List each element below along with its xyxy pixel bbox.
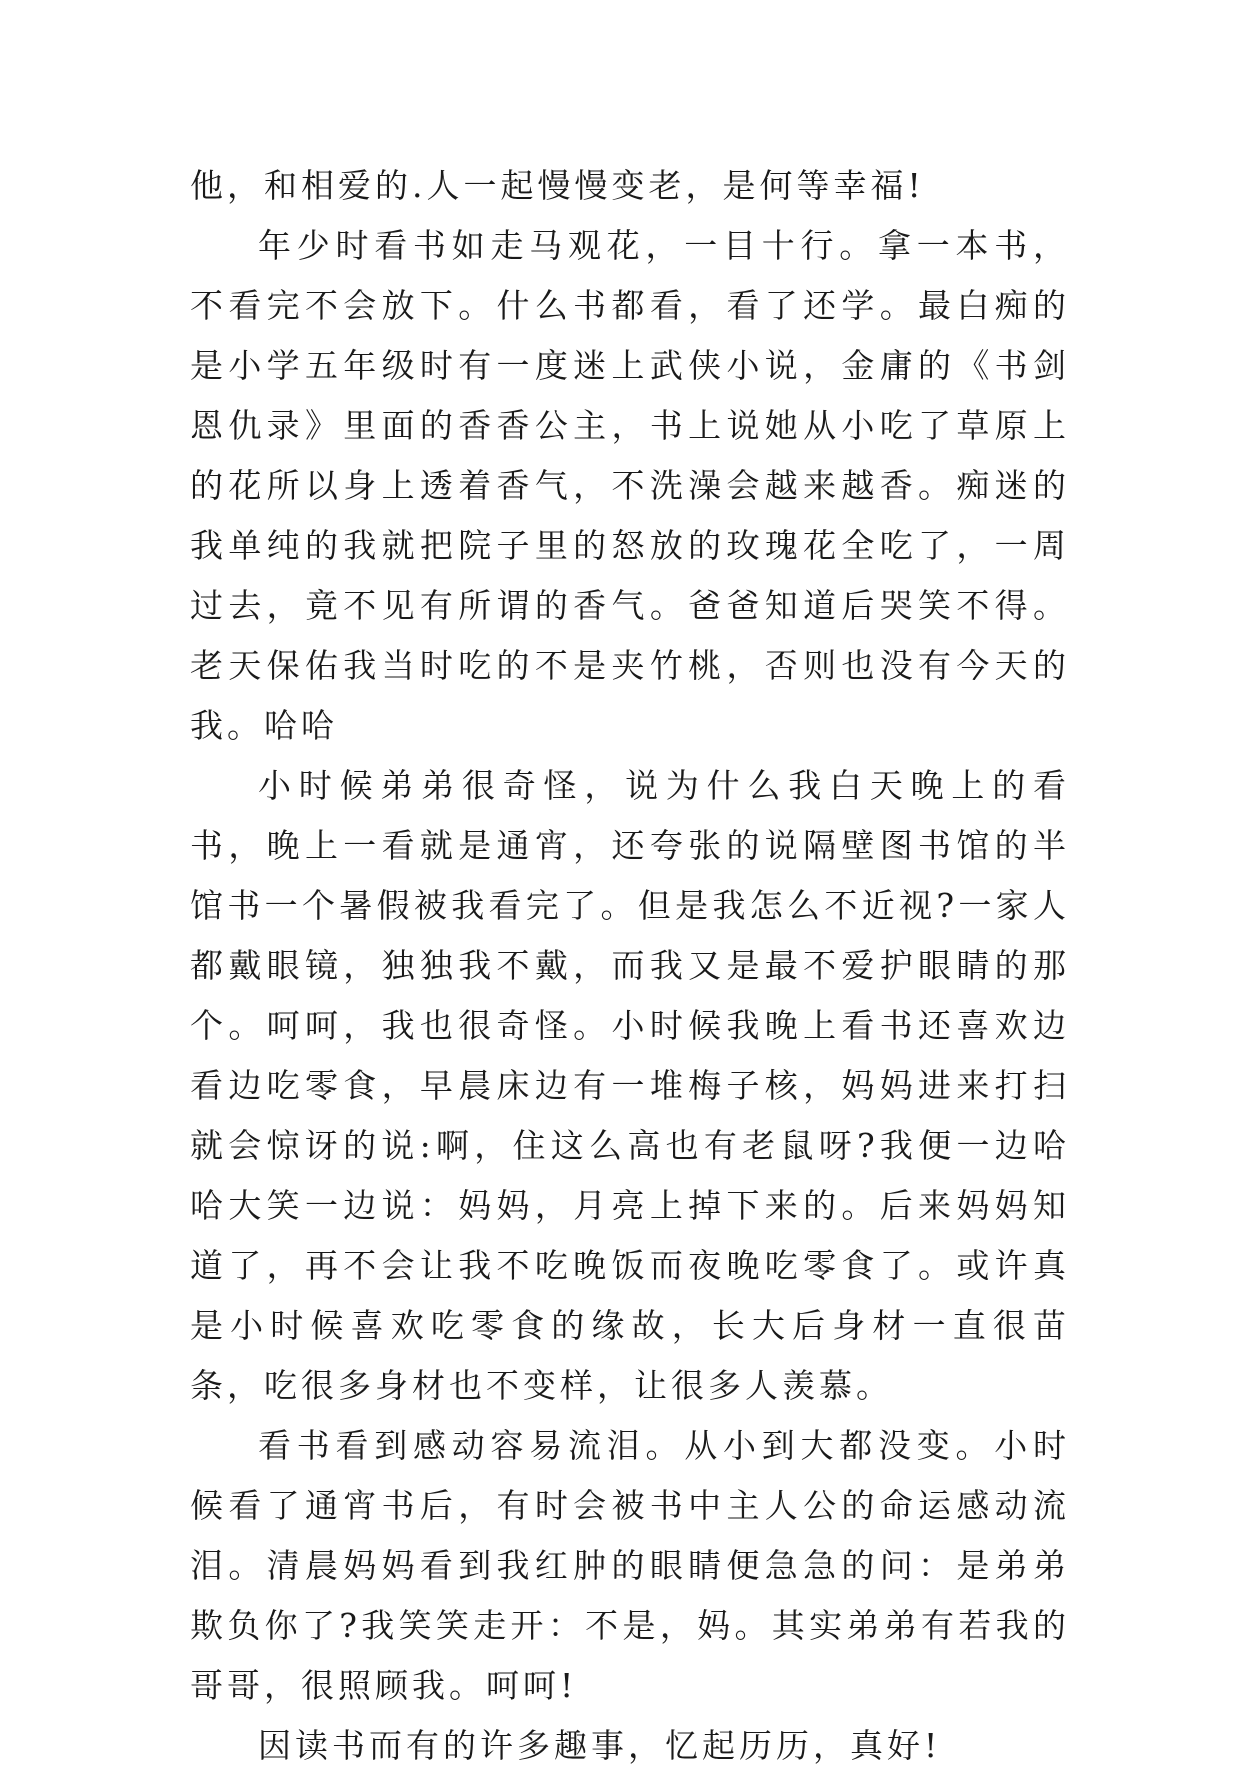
paragraph-reading-childhood: 年少时看书如走马观花，一目十行。拿一本书，不看完不会放下。什么书都看，看了还学。最白痴的是小学五年级时有一度迷上武侠小说，金庸的《书剑恩仇录》里面的香香公主，书上说她从小吃了草原上的花所以身上透着香气，不洗澡会越来越香。痴迷的我单纯的我就把院子里的怒放的玫瑰花全吃了，一周过去，竟不见有所谓的香气。爸爸知道后哭笑不得。老天保佑我当时吃的不是夹竹桃，否则也没有今天的我。哈哈 bbox=[190, 226, 1070, 745]
paragraph-moved-to-tears: 看书看到感动容易流泪。从小到大都没变。小时候看了通宵书后，有时会被书中主人公的命运感动流泪。清晨妈妈看到我红肿的眼睛便急急的问：是弟弟欺负你了?我笑笑走开：不是，妈。其实弟弟有若我的哥哥，很照顾我。呵呵! bbox=[190, 1426, 1070, 1705]
paragraph-continuation: 他，和相爱的.人一起慢慢变老，是何等幸福! bbox=[190, 166, 925, 205]
paragraph-brother-question: 小时候弟弟很奇怪，说为什么我白天晚上的看书，晚上一看就是通宵，还夸张的说隔壁图书馆的半馆书一个暑假被我看完了。但是我怎么不近视?一家人都戴眼镜，独独我不戴，而我又是最不爱护眼睛的那个。呵呵，我也很奇怪。小时候我晚上看书还喜欢边看边吃零食，早晨床边有一堆梅子核，妈妈进来打扫就会惊讶的说:啊，住这么高也有老鼠呀?我便一边哈哈大笑一边说：妈妈，月亮上掉下来的。后来妈妈知道了，再不会让我不吃晚饭而夜晚吃零食了。或许真是小时候喜欢吃零食的缘故，长大后身材一直很苗条，吃很多身材也不变样，让很多人羡慕。 bbox=[190, 766, 1070, 1405]
document-body bbox=[190, 156, 1070, 1776]
paragraph-closing: 因读书而有的许多趣事，忆起历历，真好! bbox=[258, 1726, 942, 1765]
